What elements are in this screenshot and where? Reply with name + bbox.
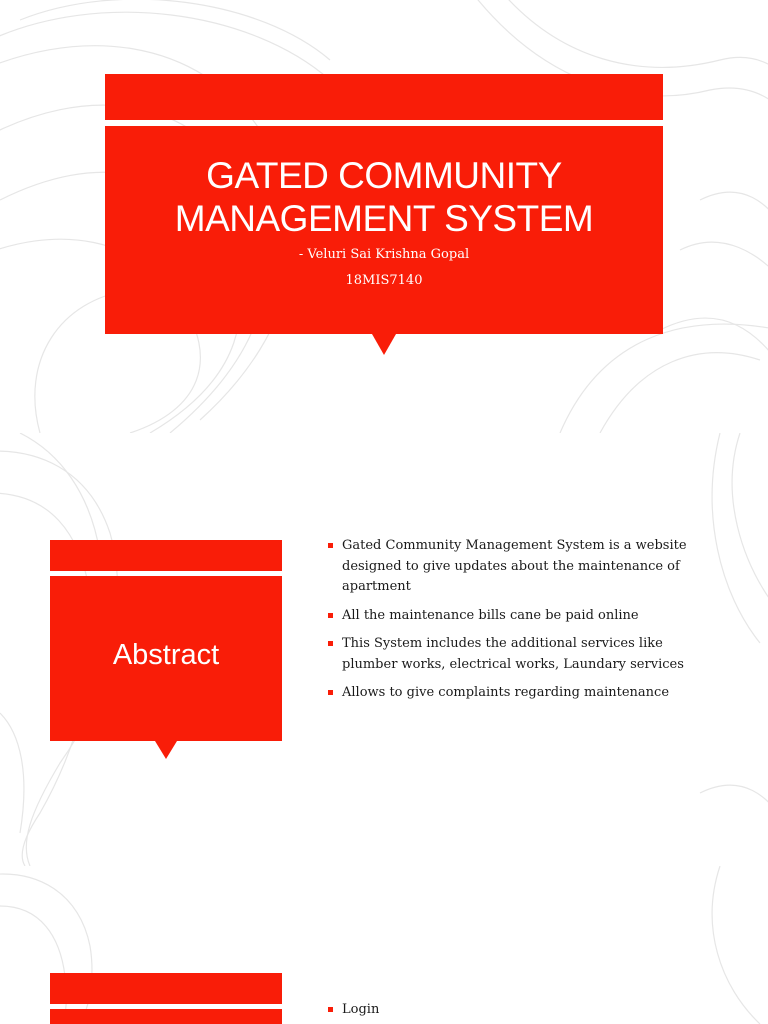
list-item [328, 683, 700, 704]
list-item [328, 1000, 700, 1021]
list-item [328, 606, 700, 627]
modules-heading-box [50, 1009, 282, 1024]
abstract-top-band [50, 540, 282, 571]
title-line-2: MANAGEMENT SYSTEM [174, 198, 594, 239]
list-item-text: Gated Community Management System is a website designed to give updates about the maintenance of apartment [342, 538, 687, 594]
abstract-heading: Abstract [112, 639, 220, 671]
list-item-text: Allows to give complaints regarding maintenance [342, 685, 670, 700]
bullet-square-icon [328, 1007, 333, 1012]
slide-title-heading [105, 154, 663, 240]
modules-bullet-list [328, 1000, 700, 1024]
list-item-text: Login [342, 1002, 380, 1017]
abstract-pointer [155, 741, 177, 759]
title-top-band [105, 74, 663, 120]
slide-abstract [0, 433, 768, 866]
author-name: - Veluri Sai Krishna Gopal [298, 247, 470, 262]
list-item-text: All the maintenance bills cane be paid online [342, 607, 639, 623]
slide-modules [0, 866, 768, 1024]
title-pointer [372, 334, 396, 355]
bullet-square-icon [328, 690, 333, 695]
list-item [328, 634, 700, 675]
bullet-square-icon [328, 641, 333, 646]
modules-top-band [50, 973, 282, 1004]
list-item-text: This System includes the additional services like plumber works, electrical works, Laundary services [342, 636, 684, 672]
abstract-bullet-list [328, 536, 700, 712]
student-id: 18MIS7140 [345, 273, 423, 288]
title-line-1: GATED COMMUNITY [206, 155, 562, 196]
bullet-square-icon [328, 543, 333, 548]
slide-title [0, 0, 768, 433]
list-item [328, 536, 700, 598]
bullet-square-icon [328, 613, 333, 618]
